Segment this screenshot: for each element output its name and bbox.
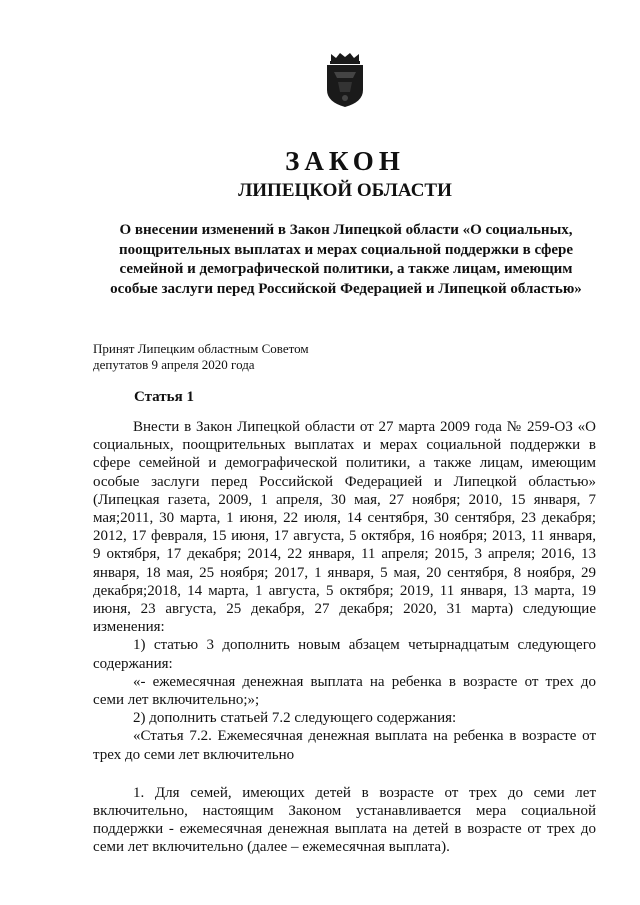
article-paragraph: «- ежемесячная денежная выплата на ребенка в возрасте от трех до семи лет включительно;»; (93, 673, 596, 709)
law-subject: О внесении изменений в Закон Липецкой области «О социальных, поощрительных выплатах и мерах социальной поддержки в сфере семейной и демографической политики, а также лицам, имеющим особые заслуги перед Российской Федерацией и Липецкой областью» (110, 222, 582, 297)
adoption-line-1: Принят Липецким областным Советом (93, 341, 309, 356)
document-title: ЗАКОН (285, 146, 405, 176)
document-subtitle: ЛИПЕЦКОЙ ОБЛАСТИ (238, 180, 452, 201)
adoption-line-2: депутатов 9 апреля 2020 года (93, 357, 255, 372)
article-heading: Статья 1 (134, 389, 194, 405)
article-paragraph: «Статья 7.2. Ежемесячная денежная выплата на ребенка в возрасте от трех до семи лет включительно (93, 728, 596, 763)
article-paragraph: 1) статью 3 дополнить новым абзацем четырнадцатым следующего содержания: (93, 637, 596, 672)
article-body (93, 418, 596, 857)
article-paragraph: 2) дополнить статьей 7.2 следующего содержания: (133, 710, 457, 727)
coat-of-arms-icon (322, 52, 368, 108)
article-paragraph: 1. Для семей, имеющих детей в возрасте от трех до семи лет включительно, настоящим Законом устанавливается мера социальной поддержки - ежемесячная денежная выплата на детей в возрасте от трех до семи лет включительно (далее – ежемесячная выплата). (93, 784, 596, 856)
adoption-note (93, 341, 393, 373)
article-paragraph: Внести в Закон Липецкой области от 27 марта 2009 года № 259-ОЗ «О социальных, поощрительных выплатах и мерах социальной поддержки в сфере семейной и демографической политики, а также лицам, имеющим особые заслуги перед Российской Федерацией и Липецкой областью» (Липецкая газета, 2009, 1 апреля, 30 мая, 27 ноября; 2010, 15 января, 7 мая;2011, 30 марта, 1 июня, 22 июля, 14 сентября, 30 сентября, 23 декабря; 2012, 17 февраля, 15 июня, 17 августа, 5 октября, 16 ноября; 2013, 11 января, 9 октября, 17 декабря; 2014, 22 января, 11 апреля; 2015, 3 апреля; 2016, 13 января, 18 мая, 25 ноября; 2017, 1 января, 5 мая, 20 сентября, 8 ноября, 29 декабря;2018, 14 марта, 1 августа, 5 октября; 2019, 11 января, 13 марта, 19 июня, 23 августа, 25 декабря, 27 декабря; 2020, 31 марта) следующие изменения: (93, 419, 596, 636)
